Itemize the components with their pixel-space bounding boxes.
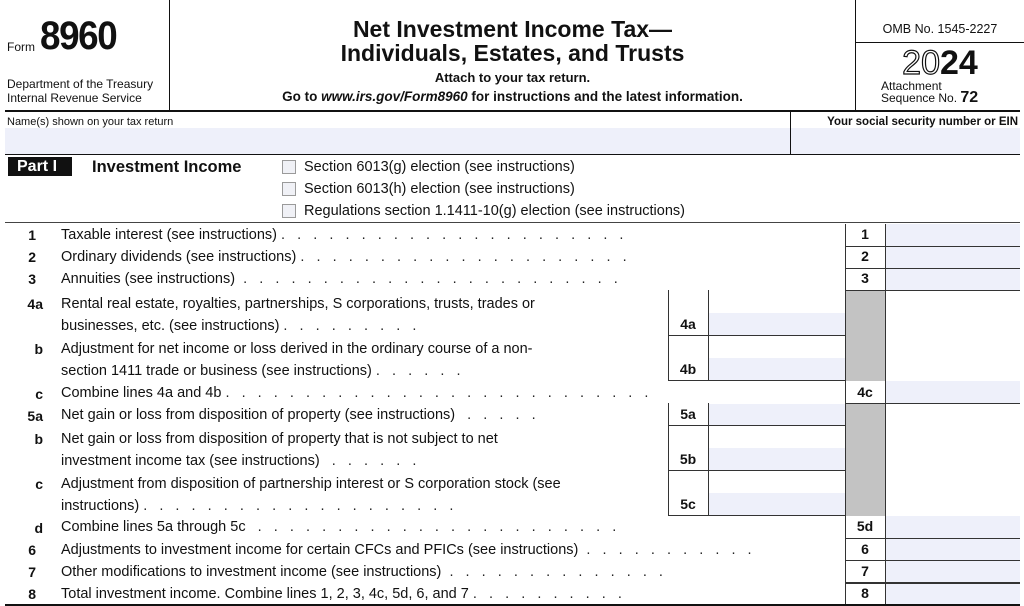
line-label: Net gain or loss from disposition of property (see instructions) xyxy=(61,407,456,423)
line-4a-text xyxy=(61,293,535,337)
department-label: Department of the Treasury xyxy=(7,77,154,91)
year-bold: 24 xyxy=(940,44,978,82)
rule xyxy=(668,470,845,471)
box-label-2: 2 xyxy=(861,248,869,264)
line-5c-text xyxy=(61,473,561,517)
box-label-4a: 4a xyxy=(680,316,696,332)
line-number: 5a xyxy=(27,408,43,424)
form-title-block xyxy=(170,0,855,110)
agency-block xyxy=(7,77,153,105)
line-5c-amount-field[interactable] xyxy=(709,493,845,515)
line-5b-amount-field[interactable] xyxy=(709,448,845,470)
line-label: Rental real estate, royalties, partnerships, S corporations, trusts, trades or xyxy=(61,296,535,312)
line-8-text xyxy=(61,583,622,605)
line-label: Annuities (see instructions) xyxy=(61,271,236,287)
box-label-3: 3 xyxy=(861,270,869,286)
line-label: Total investment income. Combine lines 1, 2, 3, 4c, 5d, 6, and 7 xyxy=(61,586,469,602)
leader-dots: . . . . . . . . . . . . . . . . . . . . . . xyxy=(277,227,624,243)
checkbox[interactable] xyxy=(282,204,296,218)
name-label: Name(s) shown on your tax return xyxy=(7,116,174,128)
box-label-4b: 4b xyxy=(679,361,697,377)
line-4b-text xyxy=(61,338,533,382)
election-1411-10g[interactable] xyxy=(282,203,685,219)
box-label-5a: 5a xyxy=(680,406,696,422)
leader-dots: . . . . . . . . . xyxy=(279,318,417,334)
form-word: Form xyxy=(7,40,35,54)
box-label-6: 6 xyxy=(861,541,869,557)
rule xyxy=(668,335,845,336)
line-4c-amount-field[interactable] xyxy=(886,381,1020,403)
leader-dots: . . . . . xyxy=(455,407,536,423)
leader-dots: . . . . . . xyxy=(371,363,461,379)
election-6013g[interactable] xyxy=(282,159,575,175)
shaded-cell xyxy=(846,404,885,516)
rule xyxy=(668,380,845,381)
omb-number: OMB No. 1545-2227 xyxy=(882,22,998,36)
line-3-text xyxy=(61,268,618,290)
line-label: Adjustment for net income or loss derived in the ordinary course of a non- xyxy=(61,341,533,357)
line-1-amount-field[interactable] xyxy=(886,224,1020,246)
checkbox[interactable] xyxy=(282,160,296,174)
ssn-field[interactable] xyxy=(791,128,1020,154)
shaded-cell xyxy=(846,291,885,381)
line-label: Other modifications to investment income (see instructions) xyxy=(61,564,442,580)
leader-dots: . . . . . . . . . . xyxy=(468,586,622,602)
part-divider xyxy=(5,222,1020,223)
box-label-5c: 5c xyxy=(680,496,696,512)
form-title-line2: Individuals, Estates, and Trusts xyxy=(340,40,685,66)
line-4c-text xyxy=(61,382,648,404)
line-label: section 1411 trade or business (see instructions) xyxy=(61,363,372,379)
line-2-text xyxy=(61,246,627,268)
box-label-8: 8 xyxy=(861,585,869,601)
election-label: Section 6013(h) election (see instructions) xyxy=(304,181,575,197)
attachment-sequence xyxy=(881,80,978,104)
line-1-text xyxy=(61,224,623,246)
leader-dots: . . . . . . . . . . . . . . . . . . . . xyxy=(139,498,454,514)
rule xyxy=(668,425,845,426)
line-7-text xyxy=(61,561,663,583)
attach-note: Attach to your tax return. xyxy=(434,70,591,85)
line-5d-text xyxy=(61,516,616,538)
leader-dots: . . . . . . . . . . . . . . . . . . . . . xyxy=(296,249,627,265)
line-number: d xyxy=(34,520,43,536)
agency-label: Internal Revenue Service xyxy=(7,91,142,105)
form-number: 8960 xyxy=(40,14,117,58)
goto-prefix: Go to xyxy=(282,89,322,104)
line-label: Ordinary dividends (see instructions) xyxy=(61,249,297,265)
line-3-amount-field[interactable] xyxy=(886,269,1020,290)
leader-dots: . . . . . . . . . . . . . . xyxy=(441,564,663,580)
box-label-7: 7 xyxy=(861,563,869,579)
line-number: 3 xyxy=(28,271,36,287)
line-label: Combine lines 5a through 5c xyxy=(61,519,246,535)
line-5b-text xyxy=(61,428,498,472)
line-label: Net gain or loss from disposition of property that is not subject to net xyxy=(61,431,498,447)
leader-dots: . . . . . . . . . . . xyxy=(578,542,752,558)
box-label-5d: 5d xyxy=(856,518,874,534)
identity-row xyxy=(5,112,1020,155)
line-number: 8 xyxy=(28,586,36,602)
line-7-amount-field[interactable] xyxy=(886,561,1020,582)
divider xyxy=(856,42,1024,43)
leader-dots: . . . . . . xyxy=(319,453,417,469)
line-label: instructions) xyxy=(61,498,140,514)
box-label-1: 1 xyxy=(861,226,869,242)
line-number: 4a xyxy=(27,296,43,312)
line-label: Adjustment from disposition of partnership interest or S corporation stock (see xyxy=(61,476,561,492)
line-6-amount-field[interactable] xyxy=(886,539,1020,560)
part-title: Investment Income xyxy=(92,158,242,176)
tax-year xyxy=(856,44,1024,82)
instructions-note xyxy=(170,89,855,104)
year-outline: 20 xyxy=(902,44,940,82)
election-6013h[interactable] xyxy=(282,181,575,197)
election-label: Section 6013(g) election (see instructions) xyxy=(304,159,575,175)
line-5a-text xyxy=(61,404,536,426)
sequence-label: Sequence No. xyxy=(881,91,958,105)
line-number: 6 xyxy=(28,542,36,558)
line-number: 2 xyxy=(28,249,36,265)
rule xyxy=(668,515,845,516)
line-number: b xyxy=(34,431,43,447)
line-label: investment income tax (see instructions) xyxy=(61,453,320,469)
ssn-label: Your social security number or EIN xyxy=(827,116,1018,128)
line-5a-amount-field[interactable] xyxy=(709,404,845,425)
leader-dots: . . . . . . . . . . . . . . . . . . . . . . . . . . . xyxy=(221,385,649,401)
line-label: Adjustments to investment income for certain CFCs and PFICs (see instructions) xyxy=(61,542,579,558)
leader-dots: . . . . . . . . . . . . . . . . . . . . . . . xyxy=(245,519,617,535)
line-label: Taxable interest (see instructions) xyxy=(61,227,277,243)
line-label: businesses, etc. (see instructions) xyxy=(61,318,280,334)
line-number: 1 xyxy=(28,227,36,243)
line-number: 7 xyxy=(28,564,36,580)
irs-url-link[interactable]: www.irs.gov/Form8960 xyxy=(321,89,468,104)
line-number: c xyxy=(35,386,43,402)
line-8-amount-field[interactable] xyxy=(886,584,1020,604)
form-title-line1: Net Investment Income Tax— xyxy=(352,16,673,42)
line-number: b xyxy=(34,341,43,357)
box-label-5b: 5b xyxy=(679,451,697,467)
line-6-text xyxy=(61,539,752,561)
line-4a-amount-field[interactable] xyxy=(709,313,845,335)
line-number: c xyxy=(35,476,43,492)
part-tag: Part I xyxy=(8,157,72,176)
box-label-4c: 4c xyxy=(857,384,873,400)
omb-year-block xyxy=(855,0,1024,110)
line-4b-amount-field[interactable] xyxy=(709,358,845,380)
line-5d-amount-field[interactable] xyxy=(886,516,1020,538)
sequence-number: 72 xyxy=(960,89,979,106)
ssn-column xyxy=(790,112,1020,154)
checkbox[interactable] xyxy=(282,182,296,196)
line-2-amount-field[interactable] xyxy=(886,247,1020,268)
election-label: Regulations section 1.1411-10(g) election (see instructions) xyxy=(304,203,685,219)
line-label: Combine lines 4a and 4b xyxy=(61,385,222,401)
attachment-label: Attachment xyxy=(881,79,942,93)
leader-dots: . . . . . . . . . . . . . . . . . . . . . . . . xyxy=(235,271,618,287)
name-field[interactable] xyxy=(5,128,790,154)
goto-suffix: for instructions and the latest information. xyxy=(467,89,743,104)
